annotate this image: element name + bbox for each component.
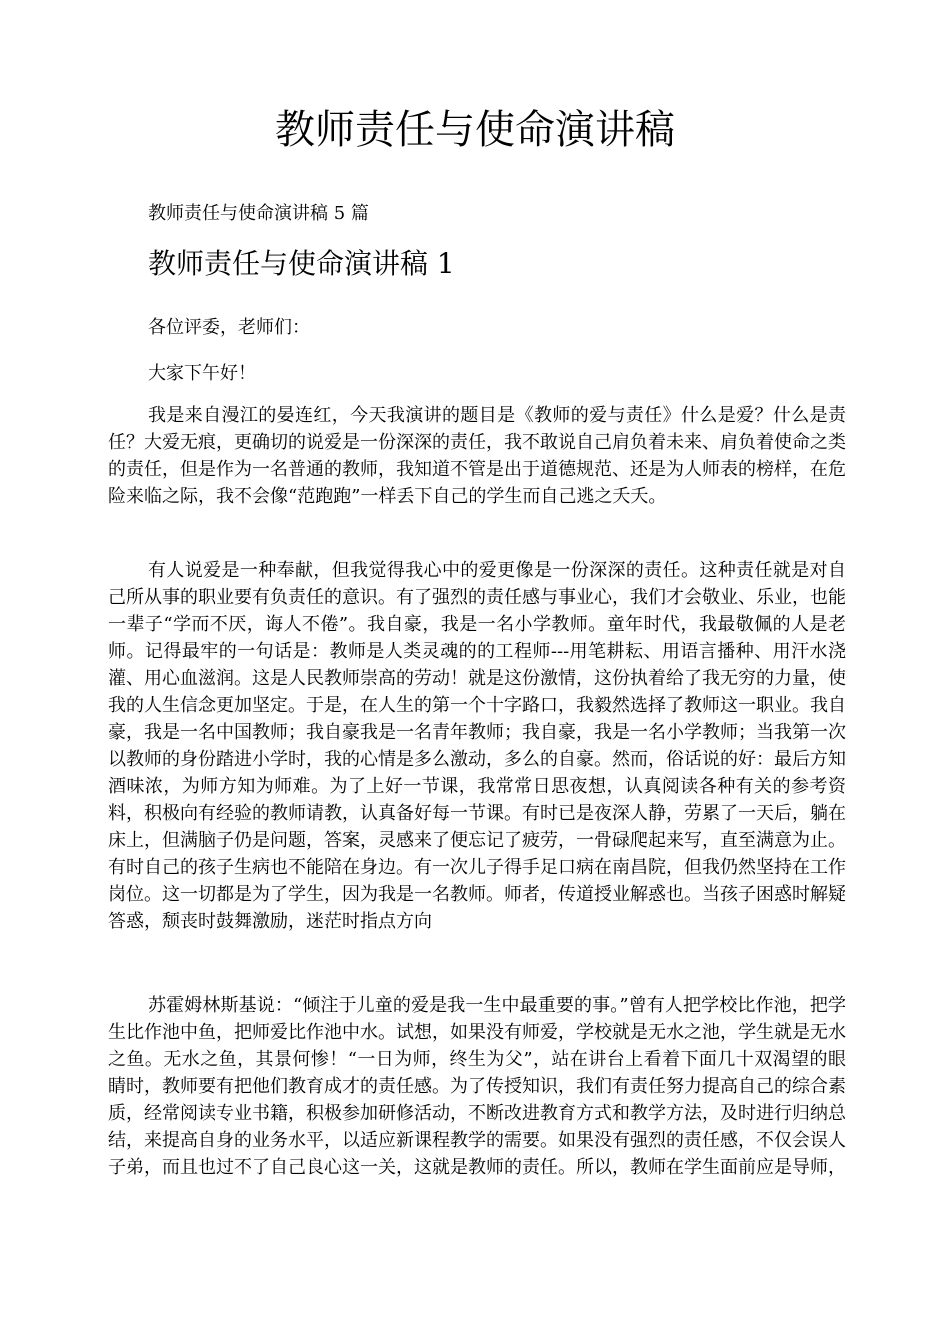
- greeting: 大家下午好！: [148, 363, 256, 384]
- document-subtitle: 教师责任与使命演讲稿 5 篇: [148, 203, 369, 224]
- section-heading: 教师责任与使命演讲稿 1: [148, 247, 455, 280]
- paragraph-1: 我是来自漫江的晏连红，今天我演讲的题目是《教师的爱与责任》什么是爱？什么是责任？大爱无痕，更确切的说爱是一份深深的责任，我不敢说自己肩负着未来、肩负着使命之类的责任，但是作为一名普通的教师，我知道不管是出于道德规范、还是为人师表的榜样，在危险来临之际，我不会像“范跑跑”一样丢下自己的学生而自己逃之夭夭。: [108, 405, 846, 507]
- paragraph-2: 有人说爱是一种奉献，但我觉得我心中的爱更像是一份深深的责任。这种责任就是对自己所从事的职业要有负责任的意识。有了强烈的责任感与事业心，我们才会敬业、乐业，也能一辈子“学而不厌，诲人不倦”。我自豪，我是一名小学教师。童年时代，我最敬佩的人是老师。记得最牢的一句话是：教师是人类灵魂的的工程师---用笔耕耘、用语言播种、用汗水浇灌、用心血滋润。这是人民教师崇高的劳动！就是这份激情，这份执着给了我无穷的力量，使我的人生信念更加坚定。于是，在人生的第一个十字路口，我毅然选择了教师这一职业。我自豪，我是一名中国教师；我自豪我是一名青年教师；我自豪，我是一名小学教师；当我第一次以教师的身份踏进小学时，我的心情是多么激动，多么的自豪。然而，俗话说的好：最后方知酒味浓，为师方知为师难。为了上好一节课，我常常日思夜想，认真阅读各种有关的参考资料，积极向有经验的教师请教，认真备好每一节课。有时已是夜深人静，劳累了一天后，躺在床上，但满脑子仍是问题，答案，灵感来了便忘记了疲劳，一骨碌爬起来写，直至满意为止。有时自己的孩子生病也不能陪在身边。有一次儿子得手足口病在南昌院，但我仍然坚持在工作岗位。这一切都是为了学生，因为我是一名教师。师者，传道授业解惑也。当孩子困惑时解疑答惑，颓丧时鼓舞激励，迷茫时指点方向: [108, 560, 846, 932]
- paragraph-3: 苏霍姆林斯基说：“倾注于儿童的爱是我一生中最重要的事。”曾有人把学校比作池，把学生比作池中鱼，把师爱比作池中水。试想，如果没有师爱，学校就是无水之池，学生就是无水之鱼。无水之鱼，其景何惨！“一日为师，终生为父”，站在讲台上看着下面几十双渴望的眼睛时，教师要有把他们教育成才的责任感。为了传授知识，我们有责任努力提高自己的综合素质，经常阅读专业书籍，积极参加研修活动，不断改进教育方式和教学方法，及时进行归纳总结，来提高自身的业务水平，以适应新课程教学的需要。如果没有强烈的责任感，不仅会误人子弟，而且也过不了自己良心这一关，这就是教师的责任。所以，教师在学生面前应是导师，: [108, 995, 846, 1178]
- document-title: 教师责任与使命演讲稿: [275, 107, 675, 153]
- salutation: 各位评委，老师们：: [148, 317, 310, 338]
